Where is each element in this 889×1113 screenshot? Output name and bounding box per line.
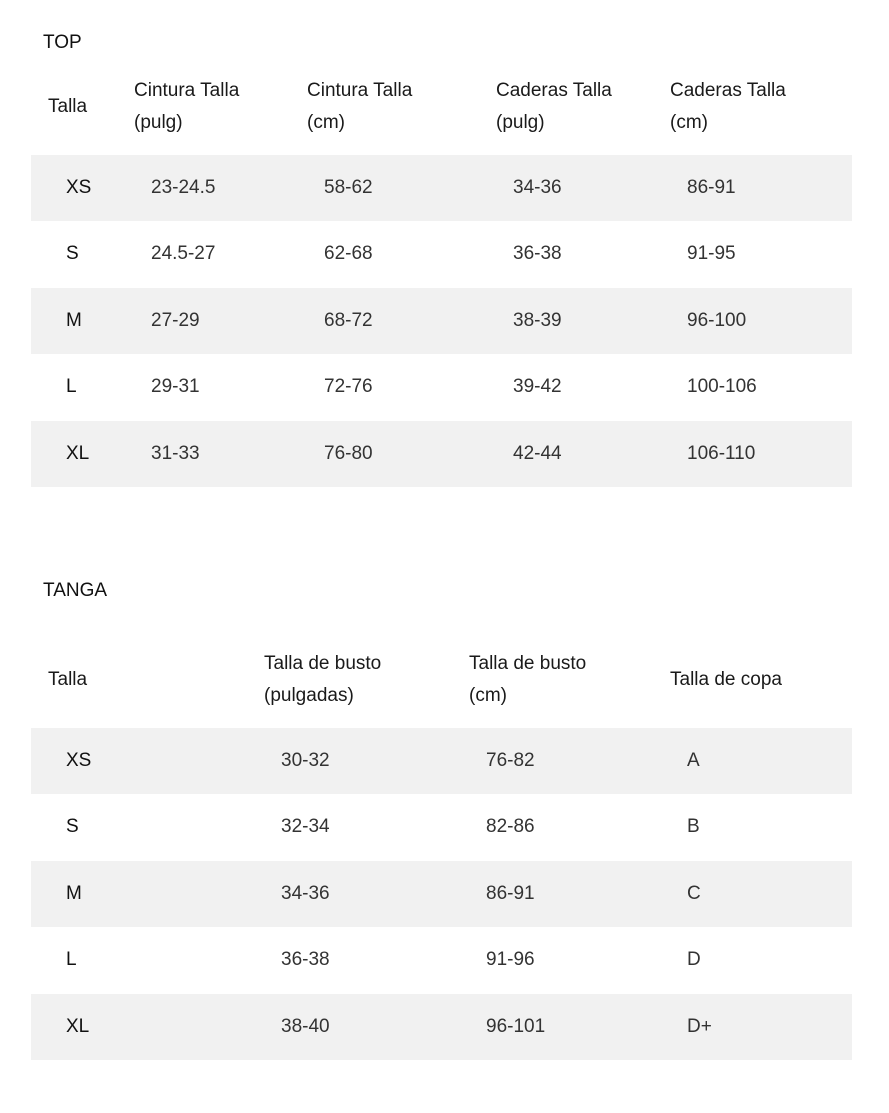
cell-value: 29-31 <box>151 376 200 397</box>
header-cintura-pulg-line1: Cintura Talla <box>134 80 240 101</box>
cell-value: A <box>687 750 700 771</box>
table-row <box>31 728 852 794</box>
header-copa: Talla de copa <box>670 669 782 690</box>
section-title-tanga: TANGA <box>43 580 108 601</box>
cell-value: 96-100 <box>687 310 747 331</box>
cell-value: 72-76 <box>324 376 373 397</box>
cell-value: 91-96 <box>486 949 535 970</box>
header-cintura-pulg-line2: (pulg) <box>134 112 183 133</box>
header-cintura-cm-line1: Cintura Talla <box>307 80 413 101</box>
cell-value: 32-34 <box>281 816 330 837</box>
cell-size: S <box>66 816 79 837</box>
cell-value: 34-36 <box>513 177 562 198</box>
cell-value: D <box>687 949 701 970</box>
header-caderas-pulg-line1: Caderas Talla <box>496 80 612 101</box>
section-title-top: TOP <box>43 32 82 53</box>
table-row <box>31 221 852 287</box>
cell-value: 62-68 <box>324 243 373 264</box>
cell-value: 34-36 <box>281 883 330 904</box>
cell-value: 36-38 <box>281 949 330 970</box>
cell-value: 39-42 <box>513 376 562 397</box>
header-busto-pulg-line2: (pulgadas) <box>264 685 354 706</box>
header-caderas-cm-line1: Caderas Talla <box>670 80 786 101</box>
cell-value: 68-72 <box>324 310 373 331</box>
cell-value: 36-38 <box>513 243 562 264</box>
table-row <box>31 927 852 993</box>
table-row <box>31 994 852 1060</box>
cell-value: 24.5-27 <box>151 243 216 264</box>
cell-size: XL <box>66 443 90 464</box>
cell-value: 96-101 <box>486 1016 546 1037</box>
header-talla: Talla <box>48 669 88 690</box>
table-row <box>31 421 852 487</box>
cell-value: 23-24.5 <box>151 177 216 198</box>
header-caderas-pulg-line2: (pulg) <box>496 112 545 133</box>
cell-value: 58-62 <box>324 177 373 198</box>
cell-value: 91-95 <box>687 243 736 264</box>
cell-size: S <box>66 243 79 264</box>
cell-value: 100-106 <box>687 376 757 397</box>
header-busto-cm-line1: Talla de busto <box>469 653 587 674</box>
cell-value: D+ <box>687 1016 712 1037</box>
cell-size: XS <box>66 750 92 771</box>
cell-value: 76-80 <box>324 443 373 464</box>
cell-value: 38-39 <box>513 310 562 331</box>
cell-value: 76-82 <box>486 750 535 771</box>
cell-value: 31-33 <box>151 443 200 464</box>
cell-size: M <box>66 883 82 904</box>
cell-value: B <box>687 816 700 837</box>
cell-value: C <box>687 883 701 904</box>
cell-size: M <box>66 310 82 331</box>
cell-size: L <box>66 949 77 970</box>
header-busto-cm-line2: (cm) <box>469 685 507 706</box>
header-busto-pulg-line1: Talla de busto <box>264 653 382 674</box>
cell-value: 27-29 <box>151 310 200 331</box>
cell-size: XS <box>66 177 92 198</box>
table-row <box>31 354 852 420</box>
header-cintura-cm-line2: (cm) <box>307 112 345 133</box>
cell-value: 30-32 <box>281 750 330 771</box>
cell-value: 106-110 <box>687 443 756 464</box>
table-row <box>31 155 852 221</box>
table-row <box>31 861 852 927</box>
cell-value: 86-91 <box>486 883 535 904</box>
cell-value: 42-44 <box>513 443 562 464</box>
header-caderas-cm-line2: (cm) <box>670 112 708 133</box>
cell-value: 38-40 <box>281 1016 330 1037</box>
cell-value: 82-86 <box>486 816 535 837</box>
cell-size: XL <box>66 1016 90 1037</box>
header-talla: Talla <box>48 96 88 117</box>
cell-value: 86-91 <box>687 177 736 198</box>
cell-size: L <box>66 376 77 397</box>
table-row <box>31 794 852 860</box>
table-row <box>31 288 852 354</box>
